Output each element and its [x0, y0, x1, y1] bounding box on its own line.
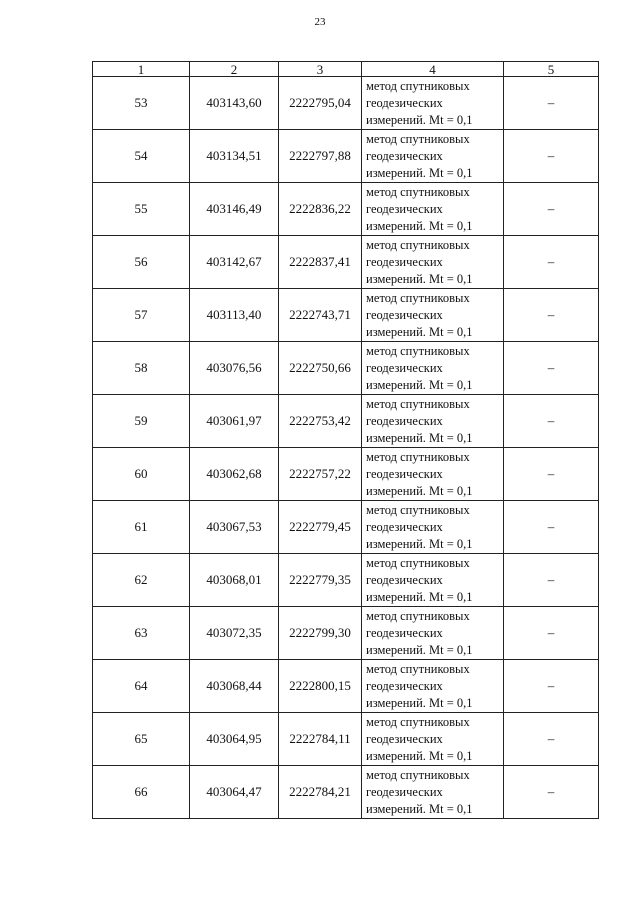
x-coordinate-cell: 403146,49 [190, 183, 279, 236]
x-coordinate-cell: 403076,56 [190, 342, 279, 395]
method-line-1: метод спутниковых [366, 184, 470, 199]
method-line-2: геодезических [366, 95, 443, 110]
x-coordinate-cell: 403064,47 [190, 766, 279, 819]
table-row [93, 501, 599, 554]
method-line-2: геодезических [366, 784, 443, 799]
table-header [93, 62, 599, 77]
x-coordinate-cell: 403068,01 [190, 554, 279, 607]
y-coordinate-cell: 2222750,66 [279, 342, 362, 395]
point-number-cell: 64 [93, 660, 190, 713]
method-line-1: метод спутниковых [366, 78, 470, 93]
x-coordinate-cell: 403067,53 [190, 501, 279, 554]
method-line-3: измерений. Mt = 0,1 [366, 377, 473, 392]
method-line-1: метод спутниковых [366, 343, 470, 358]
method-line-3: измерений. Mt = 0,1 [366, 271, 473, 286]
method-cell [362, 607, 504, 660]
method-line-2: геодезических [366, 413, 443, 428]
x-coordinate-cell: 403062,68 [190, 448, 279, 501]
header-row [93, 62, 599, 77]
point-number-cell: 66 [93, 766, 190, 819]
method-line-2: геодезических [366, 731, 443, 746]
y-coordinate-cell: 2222797,88 [279, 130, 362, 183]
method-cell [362, 660, 504, 713]
method-line-3: измерений. Mt = 0,1 [366, 165, 473, 180]
point-number-cell: 61 [93, 501, 190, 554]
x-coordinate-cell: 403072,35 [190, 607, 279, 660]
description-cell: – [504, 501, 599, 554]
table-row [93, 395, 599, 448]
y-coordinate-cell: 2222757,22 [279, 448, 362, 501]
x-coordinate-cell: 403113,40 [190, 289, 279, 342]
x-coordinate-cell: 403143,60 [190, 77, 279, 130]
method-line-3: измерений. Mt = 0,1 [366, 112, 473, 127]
y-coordinate-cell: 2222836,22 [279, 183, 362, 236]
method-cell [362, 554, 504, 607]
y-coordinate-cell: 2222800,15 [279, 660, 362, 713]
y-coordinate-cell: 2222779,35 [279, 554, 362, 607]
y-coordinate-cell: 2222779,45 [279, 501, 362, 554]
method-cell [362, 289, 504, 342]
method-line-1: метод спутниковых [366, 661, 470, 676]
method-line-1: метод спутниковых [366, 555, 470, 570]
description-cell: – [504, 660, 599, 713]
point-number-cell: 55 [93, 183, 190, 236]
method-cell [362, 183, 504, 236]
y-coordinate-cell: 2222795,04 [279, 77, 362, 130]
method-line-1: метод спутниковых [366, 290, 470, 305]
description-cell: – [504, 342, 599, 395]
method-line-2: геодезических [366, 201, 443, 216]
description-cell: – [504, 554, 599, 607]
method-line-2: геодезических [366, 307, 443, 322]
method-line-2: геодезических [366, 519, 443, 534]
x-coordinate-cell: 403134,51 [190, 130, 279, 183]
method-line-3: измерений. Mt = 0,1 [366, 695, 473, 710]
description-cell: – [504, 289, 599, 342]
table-row [93, 342, 599, 395]
method-line-1: метод спутниковых [366, 714, 470, 729]
method-line-1: метод спутниковых [366, 502, 470, 517]
table-row [93, 77, 599, 130]
table-row [93, 236, 599, 289]
x-coordinate-cell: 403068,44 [190, 660, 279, 713]
header-col-1: 1 [93, 62, 190, 77]
coordinates-table [92, 61, 599, 819]
method-cell [362, 766, 504, 819]
point-number-cell: 65 [93, 713, 190, 766]
table-row [93, 660, 599, 713]
description-cell: – [504, 130, 599, 183]
header-col-2: 2 [190, 62, 279, 77]
method-cell [362, 77, 504, 130]
method-line-3: измерений. Mt = 0,1 [366, 218, 473, 233]
y-coordinate-cell: 2222837,41 [279, 236, 362, 289]
method-line-3: измерений. Mt = 0,1 [366, 801, 473, 816]
x-coordinate-cell: 403142,67 [190, 236, 279, 289]
page-number: 23 [314, 16, 326, 28]
description-cell: – [504, 236, 599, 289]
table-row [93, 607, 599, 660]
description-cell: – [504, 766, 599, 819]
point-number-cell: 62 [93, 554, 190, 607]
x-coordinate-cell: 403061,97 [190, 395, 279, 448]
method-line-1: метод спутниковых [366, 131, 470, 146]
description-cell: – [504, 607, 599, 660]
description-cell: – [504, 713, 599, 766]
y-coordinate-cell: 2222784,11 [279, 713, 362, 766]
description-cell: – [504, 77, 599, 130]
method-cell [362, 395, 504, 448]
y-coordinate-cell: 2222784,21 [279, 766, 362, 819]
table-row [93, 554, 599, 607]
method-cell [362, 342, 504, 395]
y-coordinate-cell: 2222743,71 [279, 289, 362, 342]
method-line-2: геодезических [366, 572, 443, 587]
method-cell [362, 713, 504, 766]
point-number-cell: 59 [93, 395, 190, 448]
table-row [93, 713, 599, 766]
method-line-2: геодезических [366, 625, 443, 640]
method-line-3: измерений. Mt = 0,1 [366, 483, 473, 498]
point-number-cell: 58 [93, 342, 190, 395]
method-line-2: геодезических [366, 148, 443, 163]
y-coordinate-cell: 2222753,42 [279, 395, 362, 448]
description-cell: – [504, 183, 599, 236]
header-col-3: 3 [279, 62, 362, 77]
method-line-3: измерений. Mt = 0,1 [366, 430, 473, 445]
method-cell [362, 236, 504, 289]
method-cell [362, 448, 504, 501]
description-cell: – [504, 395, 599, 448]
method-line-2: геодезических [366, 466, 443, 481]
method-cell [362, 501, 504, 554]
point-number-cell: 57 [93, 289, 190, 342]
method-line-3: измерений. Mt = 0,1 [366, 324, 473, 339]
method-line-3: измерений. Mt = 0,1 [366, 589, 473, 604]
x-coordinate-cell: 403064,95 [190, 713, 279, 766]
method-cell [362, 130, 504, 183]
table-row [93, 448, 599, 501]
method-line-3: измерений. Mt = 0,1 [366, 536, 473, 551]
point-number-cell: 60 [93, 448, 190, 501]
point-number-cell: 56 [93, 236, 190, 289]
point-number-cell: 53 [93, 77, 190, 130]
table-row [93, 183, 599, 236]
method-line-2: геодезических [366, 678, 443, 693]
method-line-1: метод спутниковых [366, 396, 470, 411]
header-col-4: 4 [362, 62, 504, 77]
method-line-2: геодезических [366, 360, 443, 375]
method-line-1: метод спутниковых [366, 237, 470, 252]
method-line-2: геодезических [366, 254, 443, 269]
header-col-5: 5 [504, 62, 599, 77]
method-line-1: метод спутниковых [366, 767, 470, 782]
method-line-1: метод спутниковых [366, 608, 470, 623]
point-number-cell: 54 [93, 130, 190, 183]
table-row [93, 289, 599, 342]
description-cell: – [504, 448, 599, 501]
point-number-cell: 63 [93, 607, 190, 660]
y-coordinate-cell: 2222799,30 [279, 607, 362, 660]
table-row [93, 130, 599, 183]
table-row [93, 766, 599, 819]
method-line-1: метод спутниковых [366, 449, 470, 464]
method-line-3: измерений. Mt = 0,1 [366, 642, 473, 657]
table-body [93, 77, 599, 819]
method-line-3: измерений. Mt = 0,1 [366, 748, 473, 763]
